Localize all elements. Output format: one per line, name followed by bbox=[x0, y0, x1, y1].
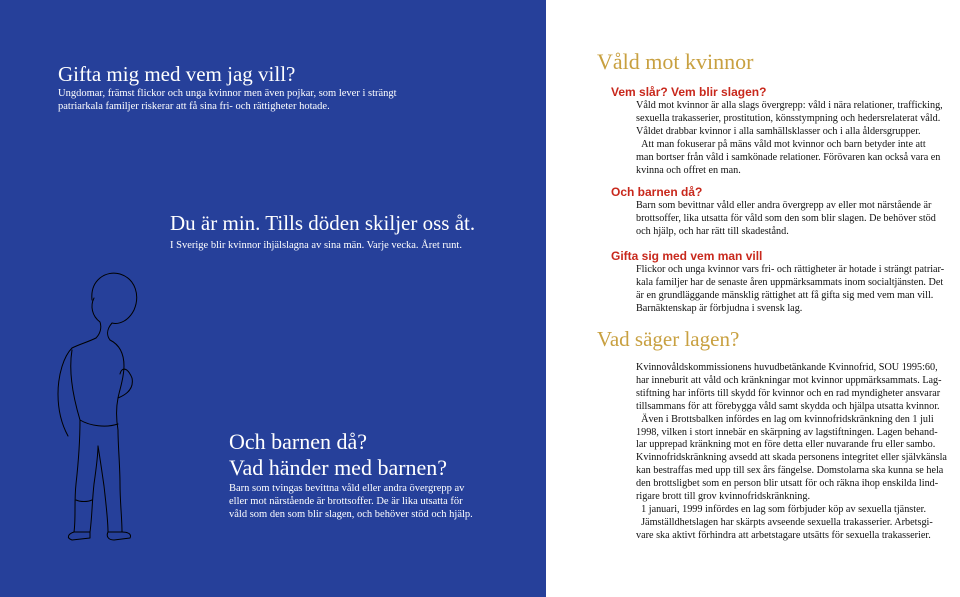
heading-vad-sager-lagen: Vad säger lagen? bbox=[597, 327, 740, 351]
text-line: Barn som bevittnar våld eller andra övergrepp av eller mot närstående är bbox=[636, 200, 932, 211]
subheading-gifta-sig: Gifta sig med vem man vill bbox=[611, 249, 763, 263]
left-text-och-barnen bbox=[229, 482, 473, 521]
left-title-gifta: Gifta mig med vem jag vill? bbox=[58, 62, 296, 86]
text-line: Jämställdhetslagen har skärpts avseende sexuella trakasserier. Arbetsgi- bbox=[636, 516, 933, 528]
text-line: Flickor och unga kvinnor vars fri- och rättigheter är hotade i strängt patriar- bbox=[636, 264, 945, 275]
child-figure-drawing bbox=[50, 270, 150, 545]
text-line: vare ska aktivt förhindra att arbetstagare utsätts för sexuella trakasserier. bbox=[636, 529, 931, 541]
text-line: Ungdomar, främst flickor och unga kvinnor men även pojkar, som lever i strängt bbox=[58, 88, 397, 99]
paragraph-och-barnen bbox=[636, 199, 936, 238]
text-line: kan bestraffas med upp till sex års fängelse. Domstolarna ska kunna se hela bbox=[636, 465, 944, 477]
paragraph-vem-slar bbox=[636, 99, 943, 177]
text-line: 1998, vilken i stort innebär en skärpning av lagstiftningen. Lagen behand- bbox=[636, 426, 938, 438]
left-text-du-ar-min: I Sverige blir kvinnor ihjälslagna av sina män. Varje vecka. Året runt. bbox=[170, 240, 462, 251]
text-line: tillsammans för att förebygga våld samt skydda och hjälpa utsatta kvinnor. bbox=[636, 400, 940, 412]
text-line: Barn som tvingas bevittna våld eller andra övergrepp av bbox=[229, 483, 465, 494]
text-line: patriarkala familjer riskerar att få sina fri- och rättigheter hotade. bbox=[58, 101, 330, 112]
text-line: brottsoffer, lika utsatta för våld som den som blir slagen. De behöver stöd bbox=[636, 213, 936, 224]
text-line: Att man fokuserar på mäns våld mot kvinnor och barn betyder inte att bbox=[636, 139, 926, 150]
text-line: lar upprepad kränkning mot en före detta eller nuvarande fru eller sambo. bbox=[636, 439, 936, 451]
left-title-och-barnen bbox=[229, 429, 447, 481]
title-line: Vad händer med barnen? bbox=[229, 455, 448, 480]
text-line: våld som den som blir slagen, och behöver stöd och hjälp. bbox=[229, 509, 473, 520]
text-line: Även i Brottsbalken infördes en lag om kvinnofridskränkning den 1 juli bbox=[636, 413, 934, 425]
text-line: Våldet drabbar kvinnor i alla samhällsklasser och i alla åldersgrupper. bbox=[636, 126, 921, 137]
text-line: den brottsligbet som en person blir utsatt för och räkna ihop enskilda lind- bbox=[636, 478, 939, 490]
heading-vald-mot-kvinnor: Våld mot kvinnor bbox=[597, 49, 754, 74]
text-line: eller mot närstående är brottsoffer. De är lika utsatta för bbox=[229, 496, 463, 507]
text-line: och hjälp, och har rätt till skadestånd. bbox=[636, 226, 789, 237]
text-line: rigare brott till grov kvinnofridskränkning. bbox=[636, 491, 811, 503]
text-line: har inneburit att våld och kränkningar mot kvinnor uppmärksammats. Lag- bbox=[636, 374, 942, 386]
text-line: sexuella trakasserier, prostitution, könsstympning och hedersrelaterat våld. bbox=[636, 113, 941, 124]
subheading-vem-slar: Vem slår? Vem blir slagen? bbox=[611, 85, 767, 99]
left-intro-gifta bbox=[58, 87, 397, 113]
text-line: kvinna och offret en man. bbox=[636, 165, 741, 176]
text-line: Barnäktenskap är förbjudna i svensk lag. bbox=[636, 303, 803, 314]
paragraph-gifta-sig bbox=[636, 263, 944, 315]
text-line: är en grundläggande mänsklig rättighet att få gifta sig med vem man vill. bbox=[636, 290, 934, 301]
text-line: stiftning har införts till skydd för kvinnor och en rad myndigheter ansvarar bbox=[636, 387, 941, 399]
text-line: Kvinnofridskränkning avsedd att skada personens integritet eller självkänsla bbox=[636, 452, 947, 464]
text-line: Våld mot kvinnor är alla slags övergrepp: våld i nära relationer, trafficking, bbox=[636, 100, 943, 111]
left-title-du-ar-min: Du är min. Tills döden skiljer oss åt. bbox=[170, 211, 476, 235]
paragraph-lagen bbox=[636, 362, 947, 543]
text-line: 1 januari, 1999 infördes en lag som förbjuder köp av sexuella tjänster. bbox=[636, 503, 926, 515]
text-line: man bortser från våld i samkönade relationer. Förövaren kan också vara en bbox=[636, 152, 941, 163]
text-line: kala familjer har de senaste åren uppmärksammats inom socialtjänsten. Det bbox=[636, 277, 944, 288]
title-line: Och barnen då? bbox=[229, 429, 368, 454]
text-line: Kvinnovåldskommissionens huvudbetänkande Kvinnofrid, SOU 1995:60, bbox=[636, 362, 938, 373]
subheading-och-barnen: Och barnen då? bbox=[611, 185, 703, 199]
